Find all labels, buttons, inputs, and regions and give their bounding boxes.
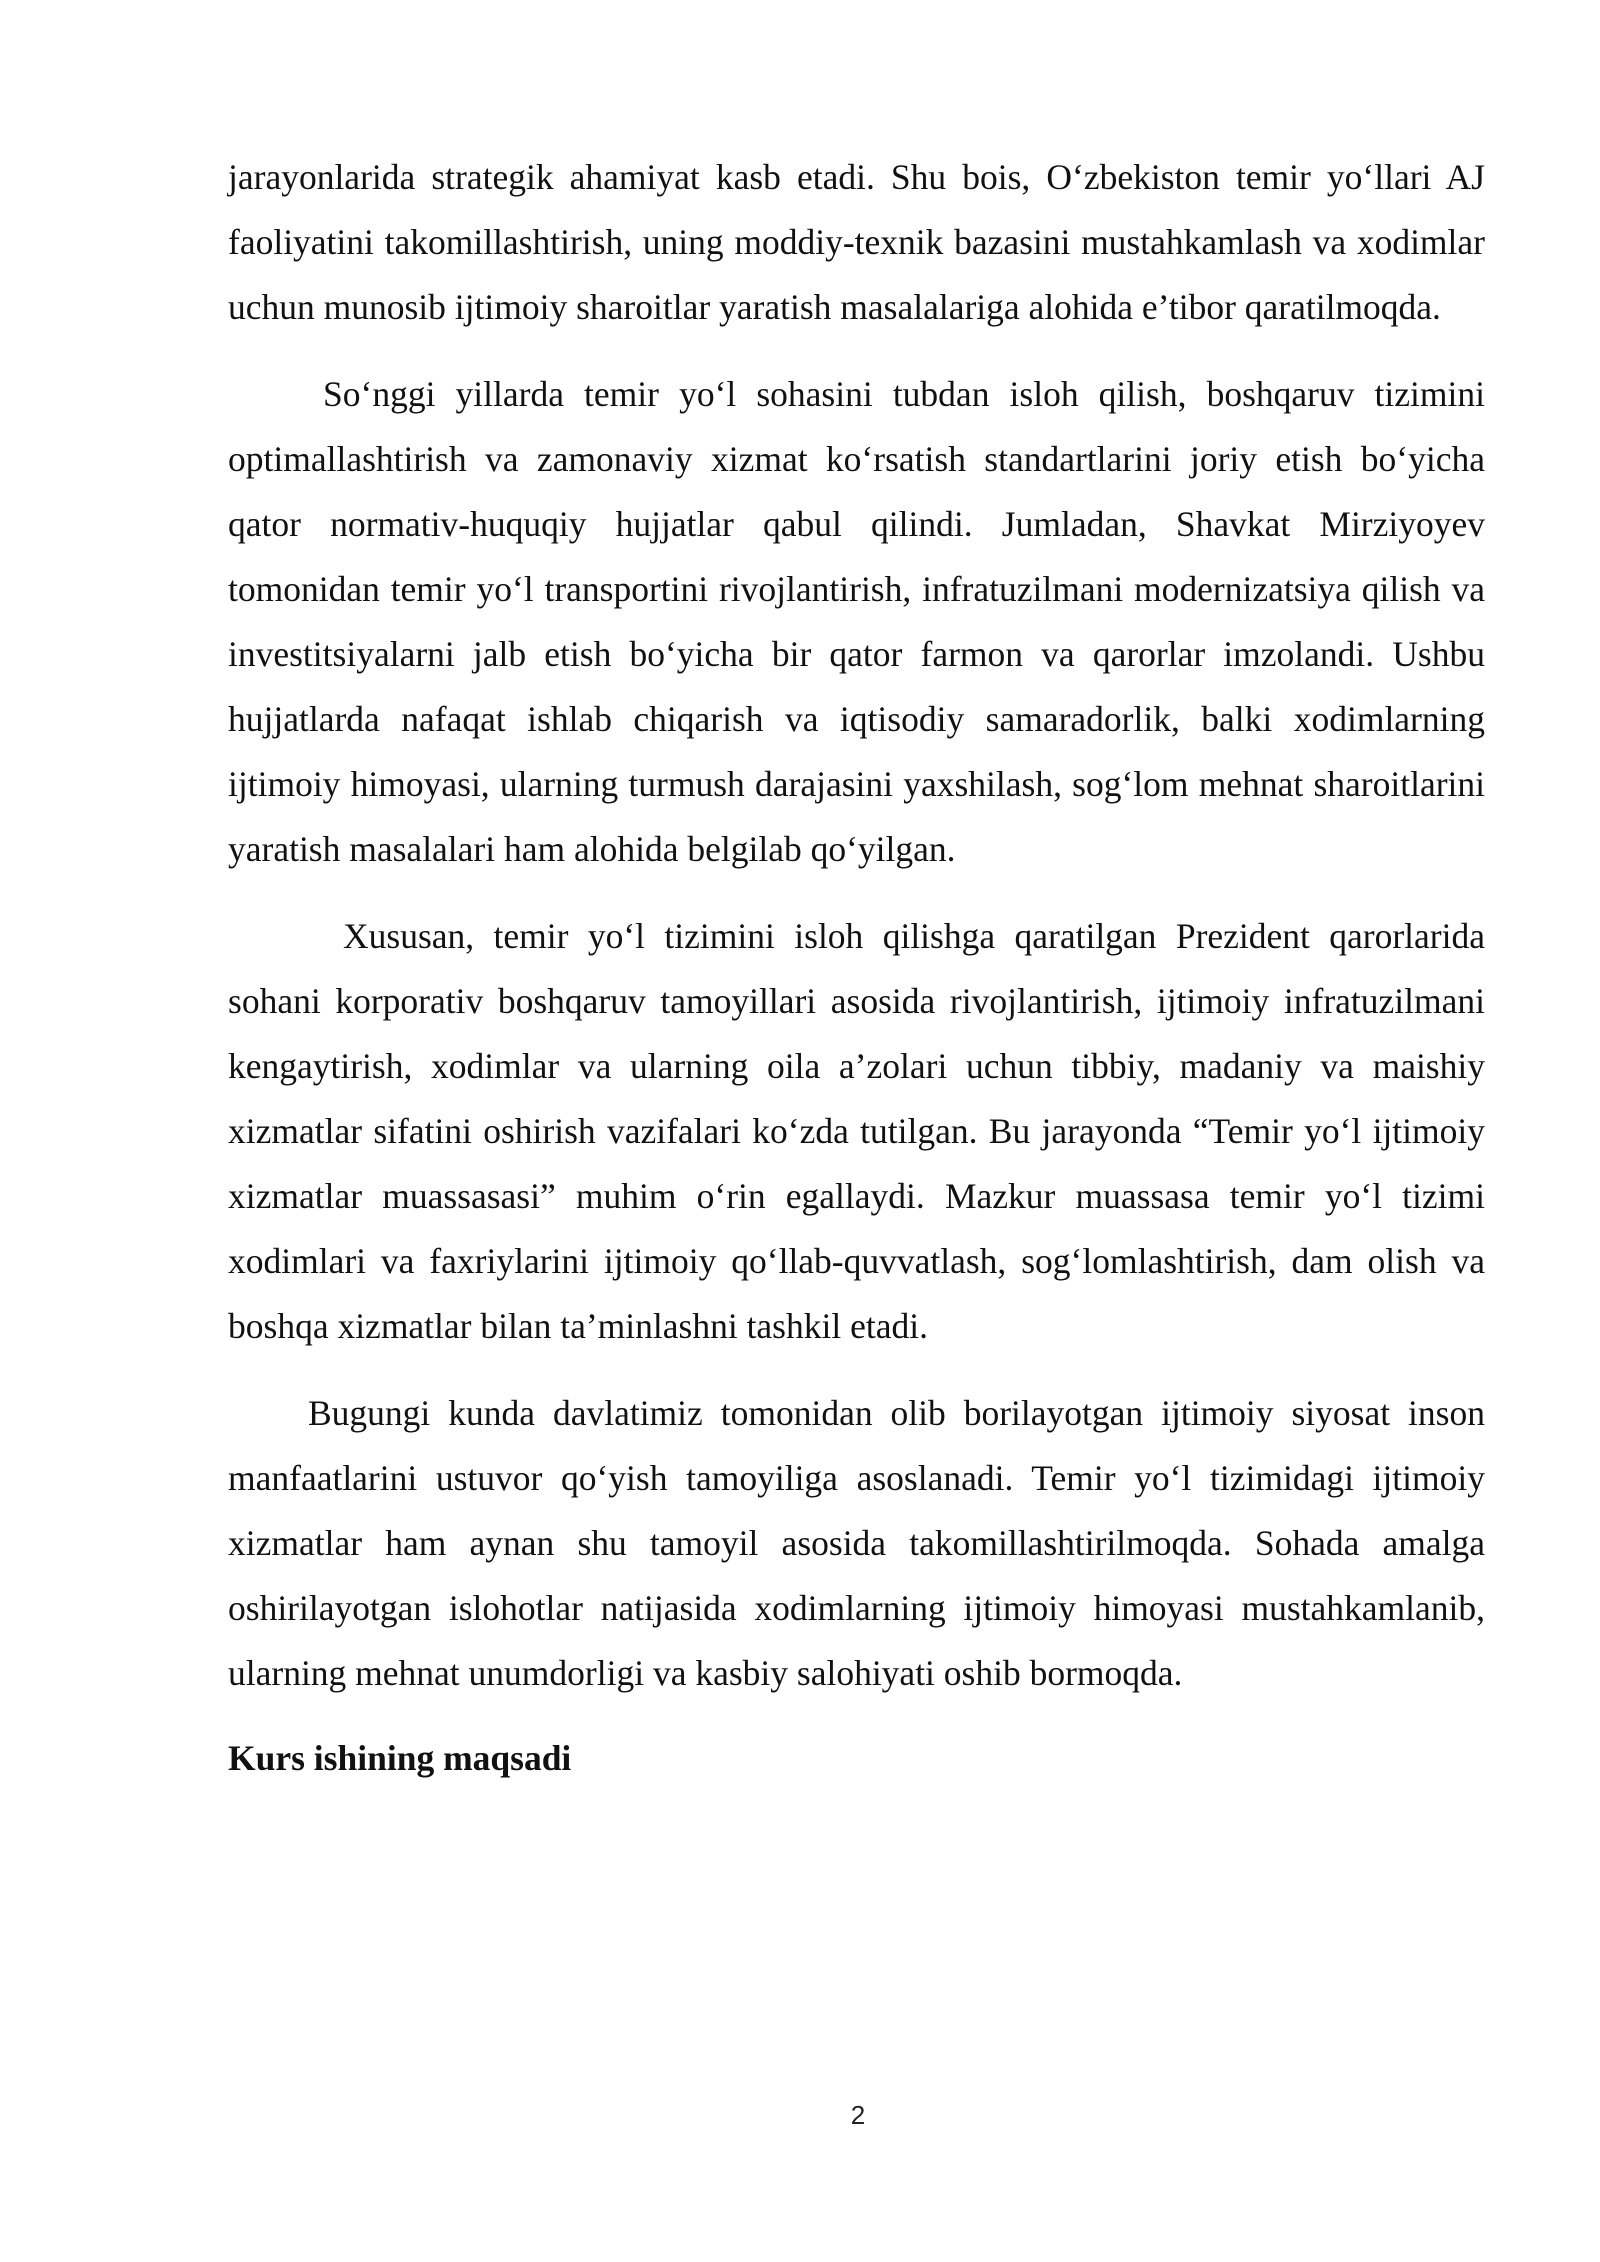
paragraph-1: jarayonlarida strategik ahamiyat kasb etadi. Shu bois, O‘zbekiston temir yo‘llari AJ faoliyatini takomillashtirish, uning moddiy-texnik bazasini mustahkamlash va xodimlar uchun munosib ijtimoiy sharoitlar yaratish masalalariga alohida e’tibor qaratilmoqda. xyxy=(228,157,1485,327)
paragraph-3: Xususan, temir yo‘l tizimini isloh qilishga qaratilgan Prezident qarorlarida sohani korporativ boshqaruv tamoyillari asosida rivojlantirish, ijtimoiy infratuzilmani kengaytirish, xodimlar va ularning oila a’zolari uchun tibbiy, madaniy va maishiy xizmatlar sifatini oshirish vazifalari ko‘zda tutilgan. Bu jarayonda “Temir yo‘l ijtimoiy xizmatlar muassasasi” muhim o‘rin egallaydi. Mazkur muassasa temir yo‘l tizimi xodimlari va faxriylarini ijtimoiy qo‘llab-quvvatlash, sog‘lomlashtirish, dam olish va boshqa xizmatlar bilan ta’minlashni tashkil etadi. xyxy=(228,916,1485,1346)
paragraph-2: So‘nggi yillarda temir yo‘l sohasini tubdan isloh qilish, boshqaruv tizimini optimallashtirish va zamonaviy xizmat ko‘rsatish standartlarini joriy etish bo‘yicha qator normativ-huquqiy hujjatlar qabul qilindi. Jumladan, Shavkat Mirziyoyev tomonidan temir yo‘l transportini rivojlantirish, infratuzilmani modernizatsiya qilish va investitsiyalarni jalb etish bo‘yicha bir qator farmon va qarorlar imzolandi. Ushbu hujjatlarda nafaqat ishlab chiqarish va iqtisodiy samaradorlik, balki xodimlarning ijtimoiy himoyasi, ularning turmush darajasini yaxshilash, sog‘lom mehnat sharoitlarini yaratish masalalari ham alohida belgilab qo‘yilgan. xyxy=(228,374,1485,869)
page-number: 2 xyxy=(850,2100,866,2130)
section-heading: Kurs ishining maqsadi xyxy=(228,1738,572,1778)
paragraph-4: Bugungi kunda davlatimiz tomonidan olib borilayotgan ijtimoiy siyosat inson manfaatlarini ustuvor qo‘yish tamoyiliga asoslanadi. Temir yo‘l tizimidagi ijtimoiy xizmatlar ham aynan shu tamoyil asosida takomillashtirilmoqda. Sohada amalga oshirilayotgan islohotlar natijasida xodimlarning ijtimoiy himoyasi mustahkamlanib, ularning mehnat unumdorligi va kasbiy salohiyati oshib bormoqda. xyxy=(228,1393,1485,1693)
document-body xyxy=(228,145,1485,1791)
